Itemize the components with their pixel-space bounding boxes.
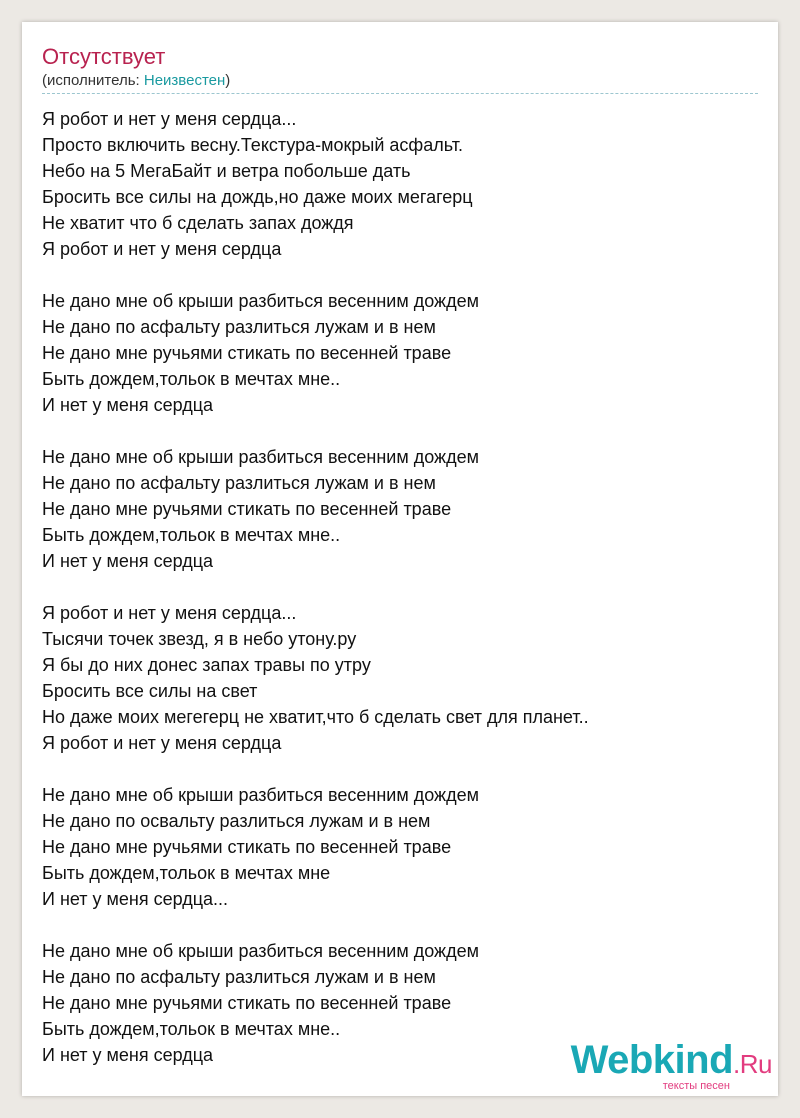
lyric-line: Я бы до них донес запах травы по утру [42,655,371,675]
logo-tagline: тексты песен [662,1080,730,1092]
lyric-line: Не хватит что б сделать запах дождя [42,213,354,233]
lyric-line: Бросить все силы на дождь,но даже моих мегагерц [42,187,473,207]
lyric-line: И нет у меня сердца [42,551,214,571]
lyric-line: Небо на 5 МегаБайт и ветра побольше дать [42,161,411,181]
lyric-line: Я робот и нет у меня сердца... [42,109,297,129]
artist-suffix: ) [225,72,231,89]
lyric-line [42,262,758,288]
lyric-line: Не дано мне об крыши разбиться весенним дождем [42,941,479,961]
logo-name: Webkind [570,1038,734,1082]
lyrics-body [42,106,758,1068]
lyric-line: Я робот и нет у меня сердца [42,733,282,753]
artist-prefix: (исполнитель: [42,72,144,89]
site-logo[interactable] [571,1040,772,1092]
lyric-line [42,912,758,938]
lyric-line [42,418,758,444]
lyric-line: Не дано по асфальту разлиться лужам и в нем [42,317,436,337]
lyric-line: И нет у меня сердца [42,395,214,415]
lyric-line [42,574,758,600]
lyric-line: Я робот и нет у меня сердца [42,239,282,259]
lyric-line: Просто включить весну.Текстура-мокрый асфальт. [42,135,463,155]
lyric-line: Не дано по асфальту разлиться лужам и в нем [42,473,436,493]
lyric-line: И нет у меня сердца... [42,889,229,909]
artist-link[interactable]: Неизвестен [143,72,226,89]
lyric-line: Не дано мне об крыши разбиться весенним дождем [42,291,479,311]
lyric-line: Не дано мне об крыши разбиться весенним дождем [42,447,479,467]
lyric-line: Не дано по асфальту разлиться лужам и в нем [42,967,436,987]
song-title: Отсутствует [42,44,166,69]
lyric-line: Не дано мне ручьями стикать по весенней траве [42,343,452,363]
lyric-line: Быть дождем,тольок в мечтах мне.. [42,369,341,389]
lyric-line: Не дано мне ручьями стикать по весенней траве [42,499,452,519]
lyric-line [42,756,758,782]
lyric-line: Не дано мне об крыши разбиться весенним дождем [42,785,479,805]
lyric-line: Не дано мне ручьями стикать по весенней траве [42,993,452,1013]
lyric-line: Не дано мне ручьями стикать по весенней траве [42,837,452,857]
lyric-line: Тысячи точек звезд, я в небо утону.ру [42,629,357,649]
lyric-line: Быть дождем,тольок в мечтах мне.. [42,1019,341,1039]
lyric-line: Но даже моих мегегерц не хватит,что б сделать свет для планет.. [42,707,589,727]
artist-line [42,72,230,90]
lyric-line: И нет у меня сердца [42,1045,214,1065]
lyric-line: Быть дождем,тольок в мечтах мне [42,863,331,883]
lyric-line: Быть дождем,тольок в мечтах мне.. [42,525,341,545]
lyric-line: Не дано по освальту разлиться лужам и в нем [42,811,431,831]
lyrics-sheet [22,22,778,1096]
lyric-line: Бросить все силы на свет [42,681,258,701]
header-divider [42,93,758,94]
lyric-line: Я робот и нет у меня сердца... [42,603,297,623]
logo-tld: .Ru [733,1049,772,1079]
